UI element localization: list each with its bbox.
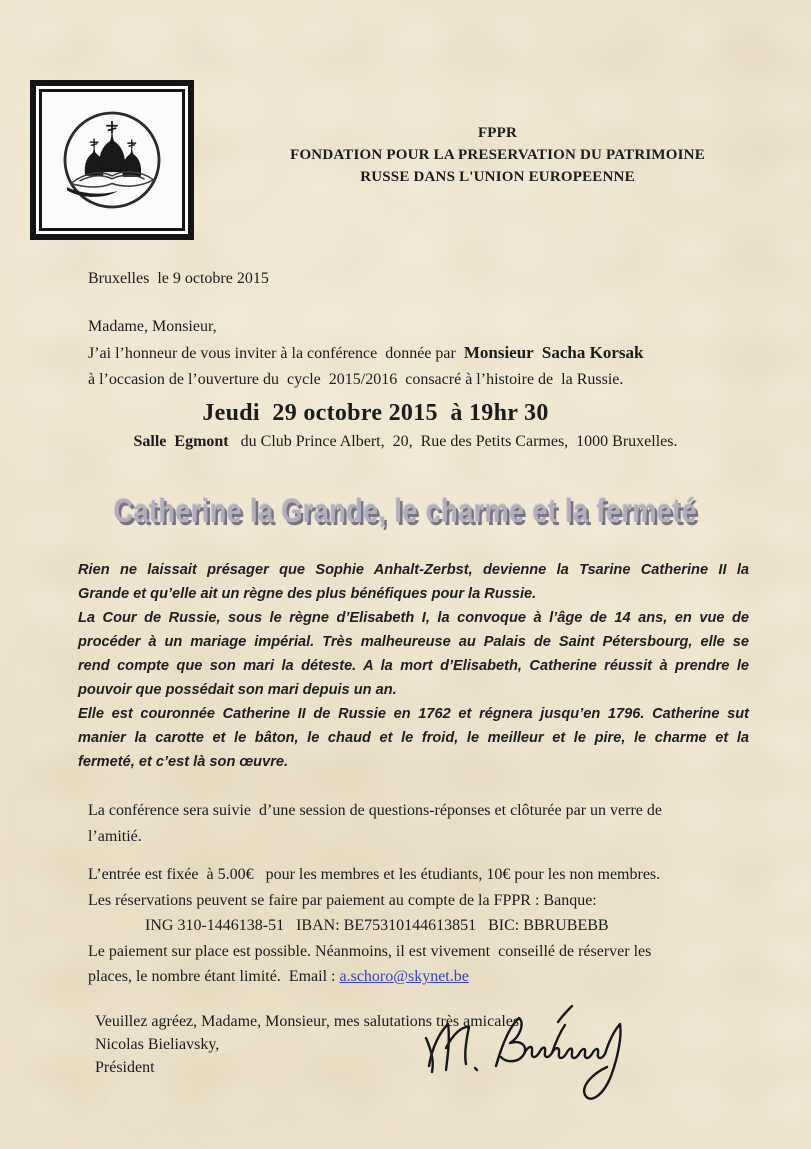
abstract-block (78, 558, 749, 774)
sender-name: Nicolas Bieliavsky, (95, 1035, 220, 1053)
intro-line-1 (88, 340, 811, 367)
conference-line-1: La conférence sera suivie d’une session de questions-réponses et clôturée par un verre de (88, 802, 662, 819)
org-header (194, 80, 811, 240)
intro-line-2: à l’occasion de l’ouverture du cycle 2015/2016 consacré à l’histoire de la Russie. (88, 371, 624, 388)
sender-title: Président (95, 1058, 155, 1076)
abstract-line: Elle est couronnée Catherine II de Russie en 1762 et régnera jusqu’en 1796. Catherine sut (78, 706, 749, 722)
email-line (88, 964, 761, 990)
speaker-name: Monsieur Sacha Korsak (463, 343, 644, 362)
abstract-line: Grande et qu’elle ait un règne des plus bénéfiques pour la Russie. (78, 586, 537, 602)
entry-fee-line: L’entrée est fixée à 5.00€ pour les membres et les étudiants, 10€ pour les non membres. (88, 866, 661, 883)
abstract-line: procéder à un mariage impérial. Très malheureuse au Palais de Saint Pétersbourg, elle se (78, 634, 749, 650)
pricing-block (88, 862, 761, 990)
venue-room: Salle Egmont (133, 433, 229, 450)
closing-salutation: Veuillez agréez, Madame, Monsieur, mes salutations très amicales. (95, 1012, 524, 1030)
intro-text: J’ai l’honneur de vous inviter à la conférence donnée par (88, 345, 464, 362)
venue-line (0, 430, 811, 453)
conference-line-2: l’amitié. (88, 827, 142, 845)
conference-title-wordart: Catherine la Grande, le charme et la fermeté (113, 492, 698, 529)
conference-paragraph (88, 798, 761, 849)
org-name-line2: RUSSE DANS L'UNION EUROPEENNE (360, 169, 635, 185)
abstract-line: fermeté, et c’est là son œuvre. (78, 754, 289, 770)
salutation-line: Madame, Monsieur, (88, 318, 217, 335)
event-datetime-heading: Jeudi 29 octobre 2015 à 19hr 30 (202, 400, 549, 426)
payment-line: Le paiement sur place est possible. Néanmoins, il est vivement conseillé de réserver les (88, 942, 652, 960)
reservation-line: Les réservations peuvent se faire par paiement au compte de la FPPR : Banque: (88, 891, 597, 909)
abstract-line: rend compte que son mari la déteste. A la mort d’Elisabeth, Catherine réussit à prendre le (78, 658, 749, 674)
handwritten-signature (412, 992, 652, 1110)
abstract-line: La Cour de Russie, sous le règne d’Elisabeth I, la convoque à l’âge de 14 ans, en vue de (78, 610, 749, 626)
org-acronym: FPPR (477, 125, 518, 141)
bank-account-line: ING 310-1446138-51 IBAN: BE75310144613851 BIC: BBRUBEBB (145, 917, 609, 934)
email-label: places, le nombre étant limité. Email : (88, 968, 340, 985)
letterhead (0, 0, 811, 240)
abstract-line: pouvoir que possédait son mari depuis un an. (78, 682, 397, 698)
domes-and-book-emblem-icon (46, 97, 178, 223)
venue-address: du Club Prince Albert, 20, Rue des Petits Carmes, 1000 Bruxelles. (228, 433, 678, 450)
abstract-line: Rien ne laissait présager que Sophie Anhalt-Zerbst, devienne la Tsarine Catherine II la (78, 562, 749, 578)
org-name-line1: FONDATION POUR LA PRESERVATION DU PATRIMOINE (290, 147, 705, 163)
fppr-logo (30, 80, 194, 240)
email-link[interactable]: a.schoro@skynet.be (339, 968, 469, 985)
abstract-line: manier la carotte et le bâton, le chaud et le froid, le meilleur et le pire, le charme et la (78, 730, 749, 746)
date-line: Bruxelles le 9 octobre 2015 (88, 270, 269, 287)
